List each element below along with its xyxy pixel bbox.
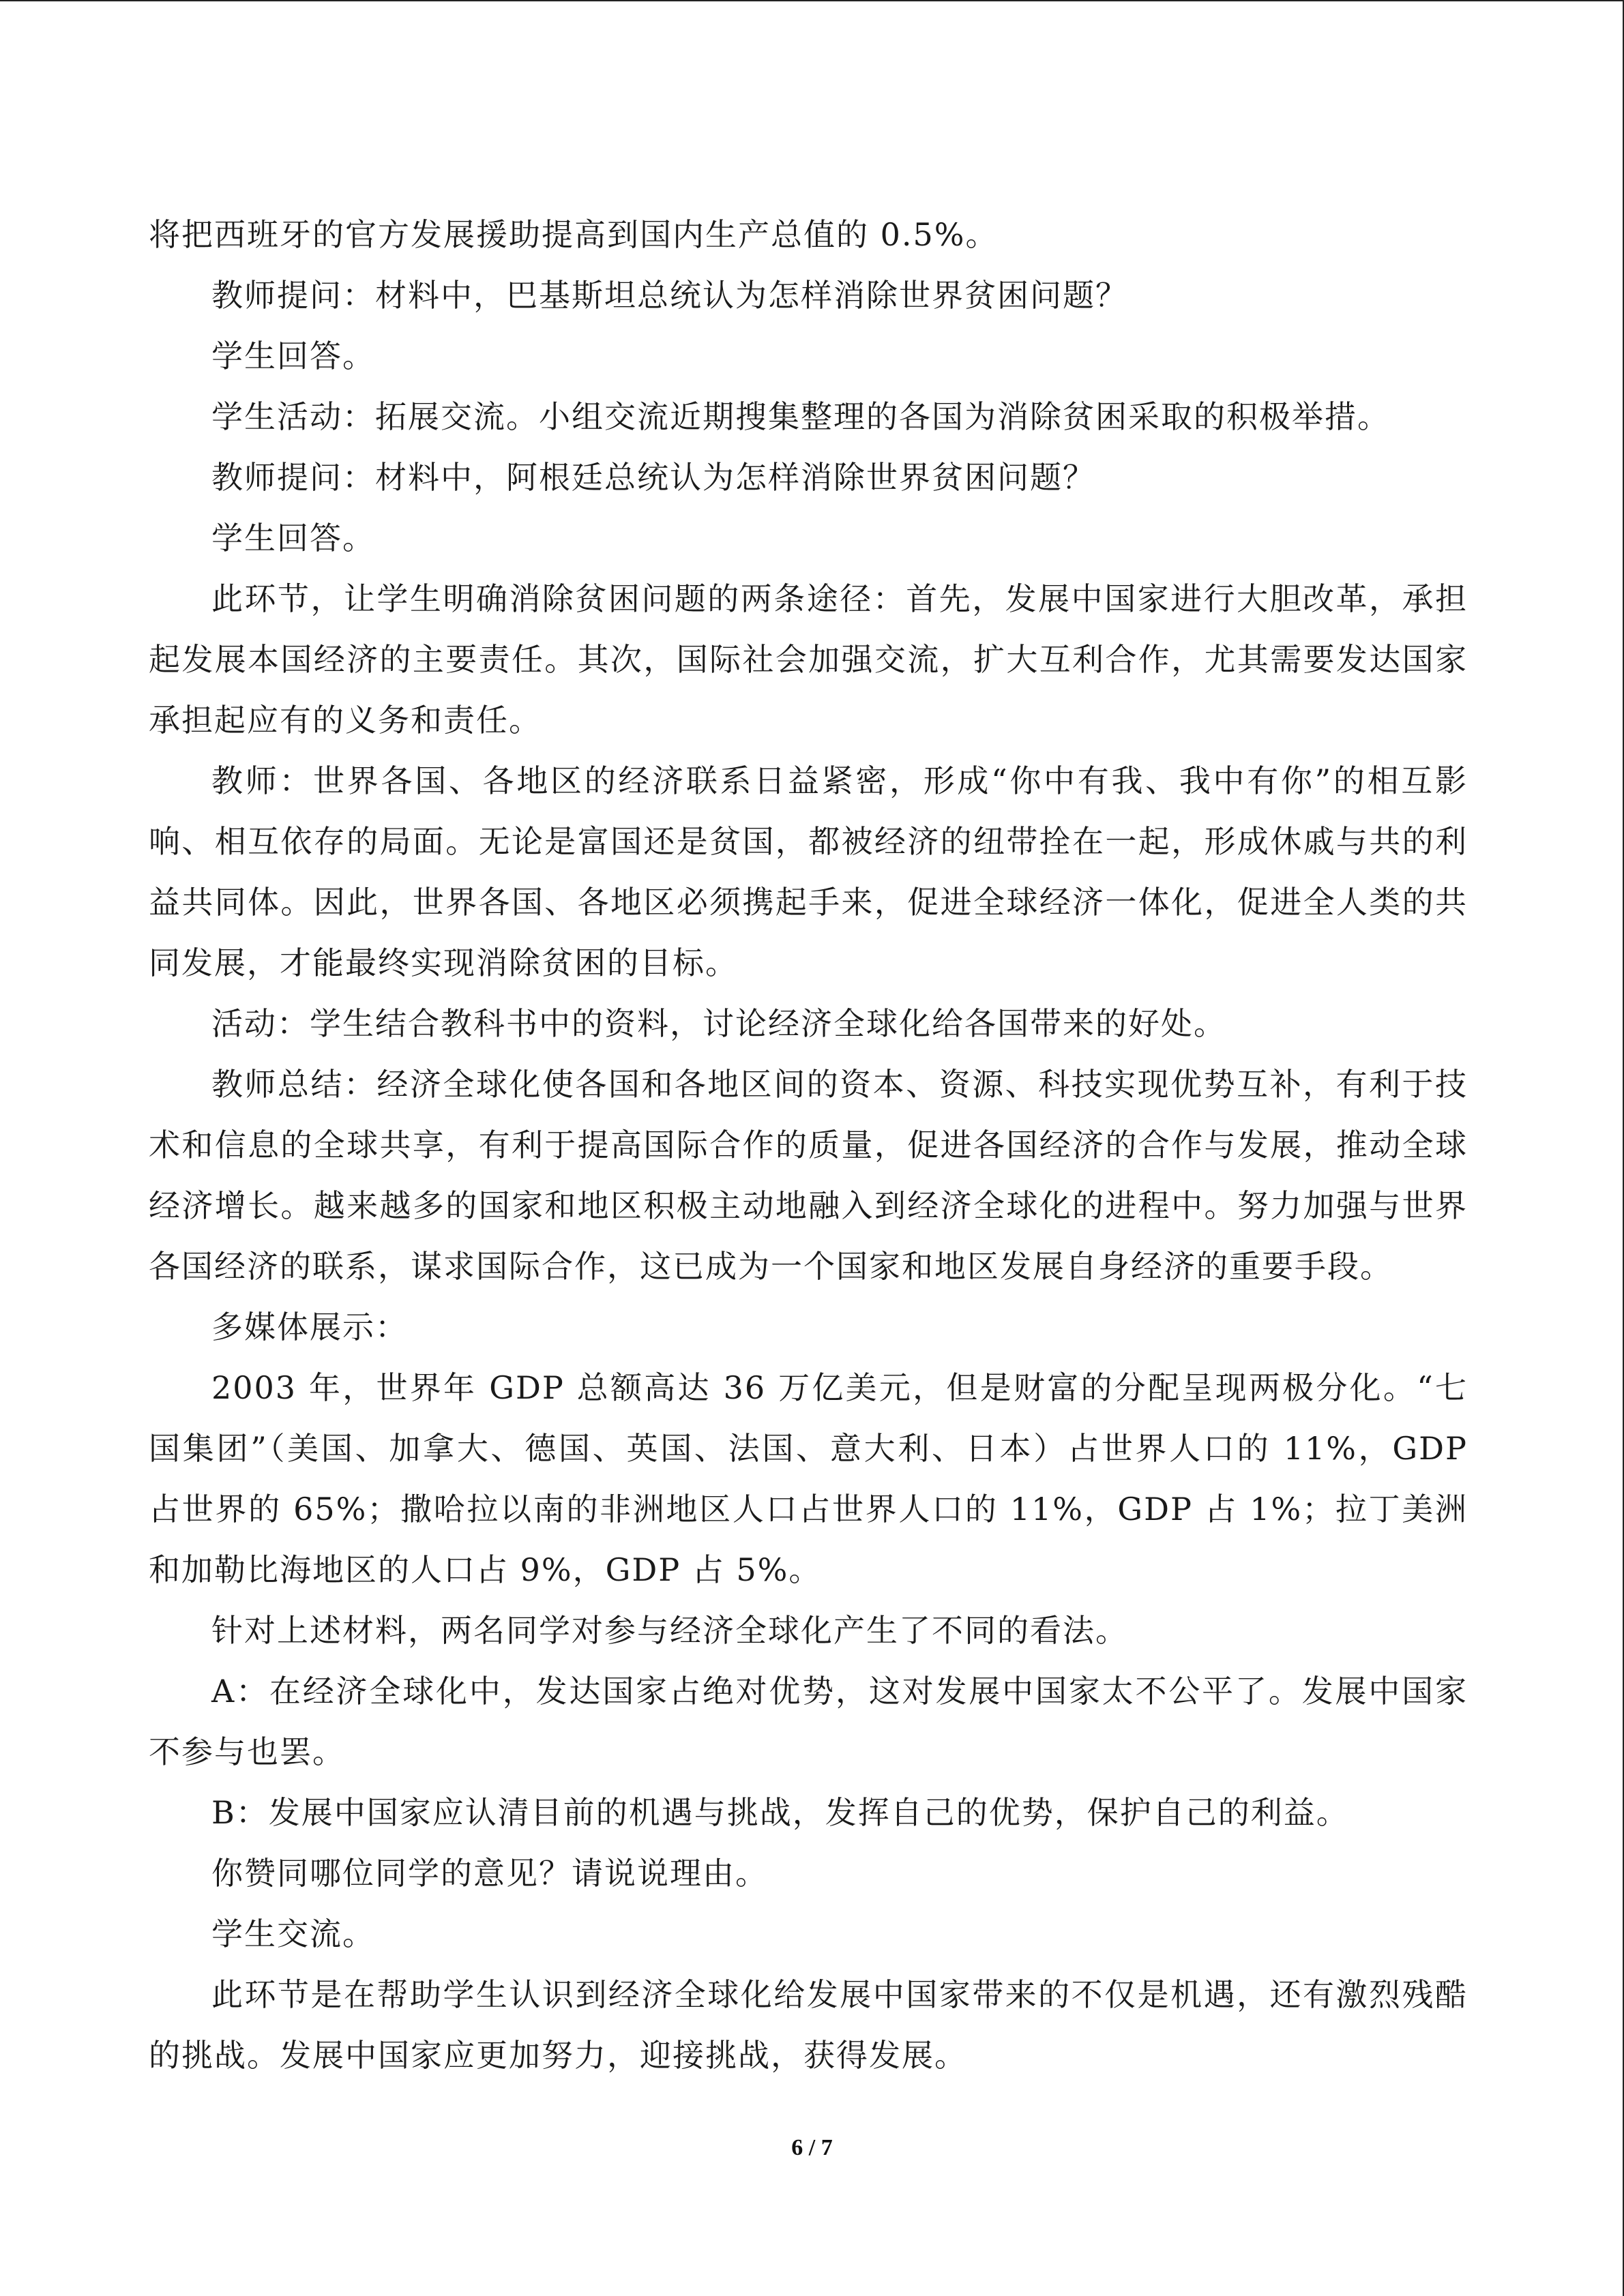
paragraph-student-answer: 学生回答。 xyxy=(211,338,375,374)
paragraph-student-activity: 学生活动：拓展交流。小组交流近期搜集整理的各国为消除贫困采取的积极举措。 xyxy=(211,398,1390,435)
page-number: 6 / 7 xyxy=(791,2135,833,2160)
paragraph-gdp-material: 2003 年，世界年 GDP 总额高达 36 万亿美元，但是财富的分配呈现两极分化。“七国集团”（美国、加拿大、德国、英国、法国、意大利、日本）占世界人口的 11%，GDP 占世界的 65%；撒哈拉以南的非洲地区人口占世界人口的 11%，GDP 占 1%；拉丁美洲和加勒比海地区的人口占 9%，GDP 占 5%。 xyxy=(149,1369,1468,1588)
paragraph-teacher-explanation: 教师：世界各国、各地区的经济联系日益紧密，形成“你中有我、我中有你”的相互影响、相互依存的局面。无论是富国还是贫国，都被经济的纽带拴在一起，形成休戚与共的利益共同体。因此，世界各国、各地区必须携起手来，促进全球经济一体化，促进全人类的共同发展，才能最终实现消除贫困的目标。 xyxy=(149,762,1468,981)
paragraph-teacher-question-pakistan: 教师提问：材料中，巴基斯坦总统认为怎样消除世界贫困问题？ xyxy=(211,277,1128,314)
paragraph-opinion-b: B：发展中国家应认清目前的机遇与挑战，发挥自己的优势，保护自己的利益。 xyxy=(211,1794,1349,1831)
paragraph-student-answer: 学生回答。 xyxy=(211,520,375,556)
paragraph-continuation: 将把西班牙的官方发展援助提高到国内生产总值的 0.5%。 xyxy=(149,216,999,253)
paragraph-question: 你赞同哪位同学的意见？请说说理由。 xyxy=(211,1855,768,1892)
document-body xyxy=(149,205,1468,2086)
paragraph-multimedia-heading: 多媒体展示： xyxy=(211,1309,408,1345)
paragraph-section-summary: 此环节，让学生明确消除贫困问题的两条途径：首先，发展中国家进行大胆改革，承担起发展本国经济的主要责任。其次，国际社会加强交流，扩大互利合作，尤其需要发达国家承担起应有的义务和责任。 xyxy=(149,580,1468,739)
paragraph-teacher-summary: 教师总结：经济全球化使各国和各地区间的资本、资源、科技实现优势互补，有利于技术和信息的全球共享，有利于提高国际合作的质量，促进各国经济的合作与发展，推动全球经济增长。越来越多的国家和地区积极主动地融入到经济全球化的进程中。努力加强与世界各国经济的联系，谋求国际合作，这已成为一个国家和地区发展自身经济的重要手段。 xyxy=(149,1066,1468,1285)
paragraph-conclusion: 此环节是在帮助学生认识到经济全球化给发展中国家带来的不仅是机遇，还有激烈残酷的挑战。发展中国家应更加努力，迎接挑战，获得发展。 xyxy=(149,1976,1468,2074)
paragraph-teacher-question-argentina: 教师提问：材料中，阿根廷总统认为怎样消除世界贫困问题？ xyxy=(211,459,1095,496)
paragraph-discussion-intro: 针对上述材料，两名同学对参与经济全球化产生了不同的看法。 xyxy=(211,1612,1128,1649)
paragraph-opinion-a: A：在经济全球化中，发达国家占绝对优势，这对发展中国家太不公平了。发展中国家不参与也罢。 xyxy=(149,1673,1468,1770)
paragraph-student-exchange: 学生交流。 xyxy=(211,1915,375,1952)
paragraph-activity: 活动：学生结合教科书中的资料，讨论经济全球化给各国带来的好处。 xyxy=(211,1005,1226,1042)
